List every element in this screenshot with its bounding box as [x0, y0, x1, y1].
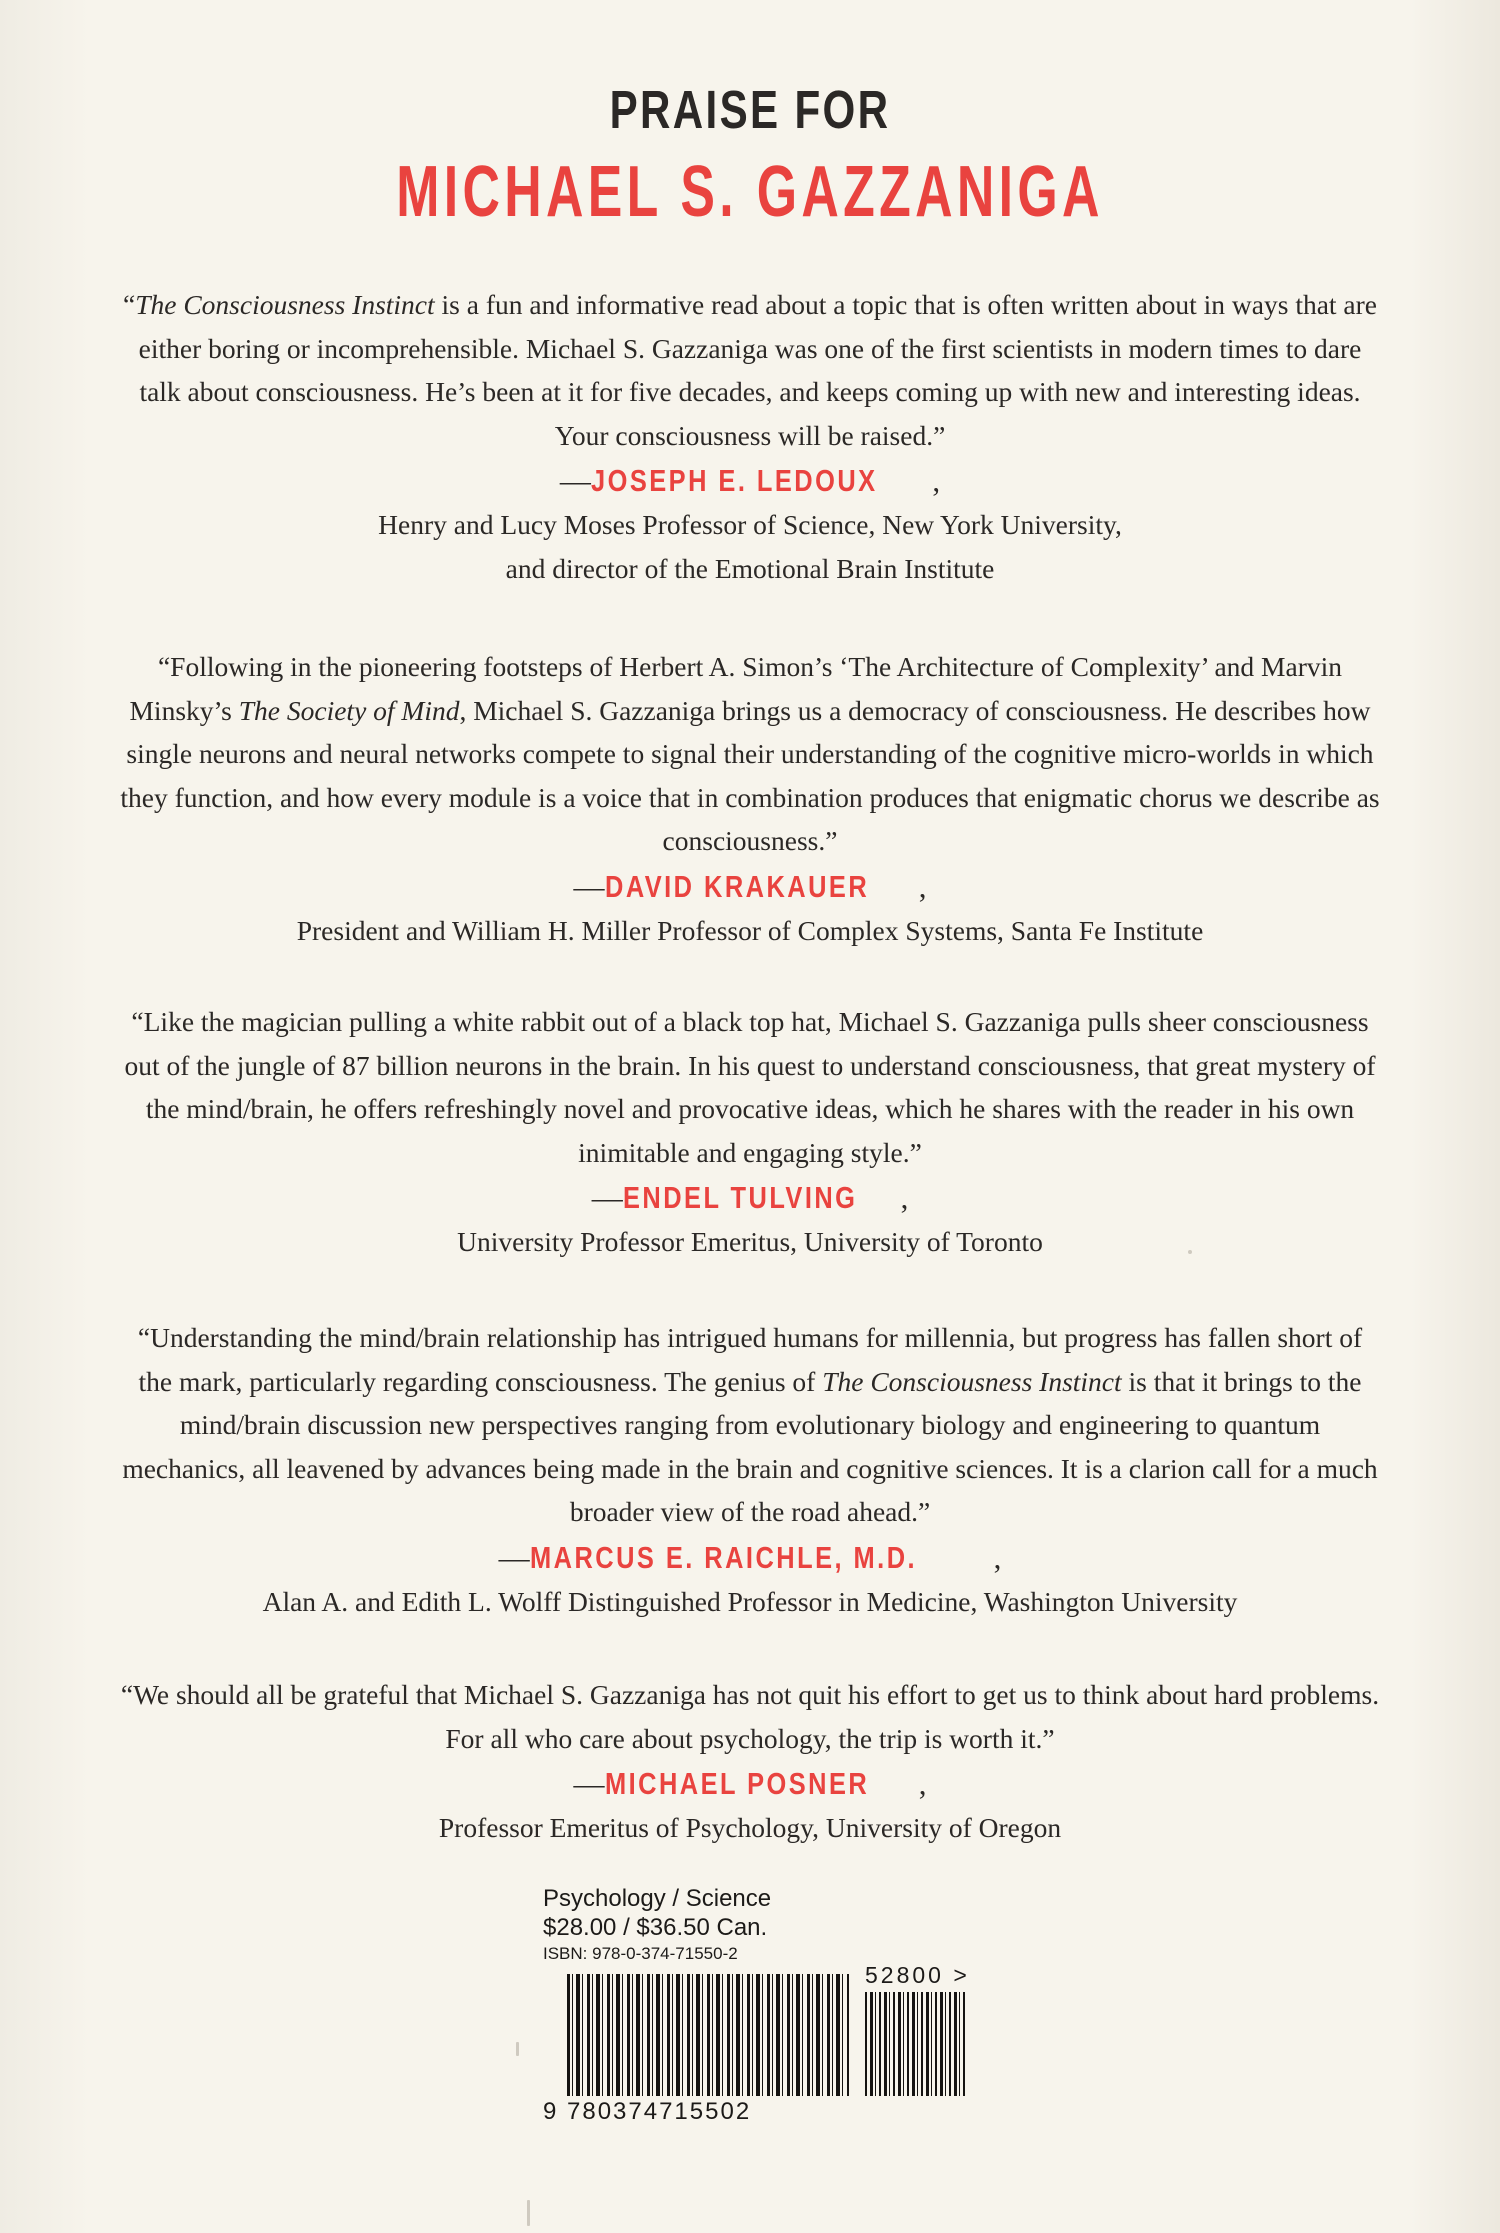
barcode-digits: 9 780374715502: [543, 2098, 752, 2125]
endorser-name: JOSEPH E. LEDOUX: [590, 463, 878, 498]
barcode-label: [543, 1884, 1003, 2124]
blurb-text: “The Consciousness Instinct is a fun and informative read about a topic that is often written about in ways that are either boring or incomprehensible. Michael S. Gazzaniga was one of the first scientists in modern times to dare talk about consciousness. He’s been at it for five decades, and keeps coming up with new and interesting ideas. Your consciousness will be raised.”: [122, 289, 1378, 451]
blurb-attribution: —JOSEPH E. LEDOUX ,: [120, 459, 1380, 503]
blurb-text: “We should all be grateful that Michael S. Gazzaniga has not quit his effort to get us to think about hard problems. For all who care about psychology, the trip is worth it.”: [120, 1679, 1380, 1754]
price-addon-barcode: [865, 1992, 968, 2096]
endorser-name: MARCUS E. RAICHLE, M.D.: [529, 1539, 917, 1575]
paper-speck: [1188, 1250, 1192, 1254]
book-title-italic: The Society of Mind: [238, 694, 460, 726]
price-label: $28.00 / $36.50 Can.: [543, 1914, 768, 1941]
blurb-attribution: —MICHAEL POSNER ,: [120, 1762, 1380, 1806]
paper-mark: [516, 2042, 519, 2056]
author-name-heading: MICHAEL S. GAZZANIGA: [396, 152, 1104, 232]
barcode-row: [543, 1962, 1003, 2125]
blurb-raichle: [120, 1316, 1380, 1623]
blurb-text: “Understanding the mind/brain relationship has intrigued humans for millennia, but progress has fallen short of the mark, particularly regarding consciousness. The genius of The Consciousness Instinct is that it brings to the mind/brain discussion new perspectives ranging from evolutionary biology and engineering to quantum mechanics, all leavened by advances being made in the brain and cognitive sciences. It is a clarion call for a much broader view of the road ahead.”: [122, 1322, 1378, 1527]
blurb-attribution: —MARCUS E. RAICHLE, M.D. ,: [120, 1536, 1380, 1580]
blurb-posner: [120, 1673, 1380, 1850]
endorser-affiliation-line-2: and director of the Emotional Brain Institute: [505, 552, 995, 584]
blurb-text: “Like the magician pulling a white rabbit out of a black top hat, Michael S. Gazzaniga pulls sheer consciousness out of the jungle of 87 billion neurons in the brain. In his quest to understand consciousness, that great mystery of the mind/brain, he offers refreshingly novel and provocative ideas, which he shares with the reader in his own inimitable and engaging style.”: [124, 1006, 1376, 1168]
blurb-ledoux: [120, 283, 1380, 590]
endorser-affiliation: University Professor Emeritus, University of Toronto: [457, 1226, 1043, 1257]
paper-mark: [527, 2200, 530, 2226]
blurb-attribution: —ENDEL TULVING ,: [120, 1176, 1380, 1220]
endorser-affiliation: President and William H. Miller Professor of Complex Systems, Santa Fe Institute: [296, 914, 1204, 946]
endorser-name: DAVID KRAKAUER: [604, 868, 869, 904]
praise-for-heading: PRAISE FOR: [609, 80, 891, 140]
isbn-label: ISBN: 978-0-374-71550-2: [543, 1944, 738, 1963]
subject-category: Psychology / Science: [543, 1885, 772, 1912]
book-title-italic: The Consciousness Instinct: [135, 289, 435, 320]
endorser-affiliation: Professor Emeritus of Psychology, University of Oregon: [438, 1812, 1062, 1843]
endorser-affiliation: Henry and Lucy Moses Professor of Science, New York University,: [378, 509, 1122, 540]
blurb-krakauer: [120, 645, 1380, 952]
price-addon-number: 52800 >: [865, 1962, 970, 1988]
isbn-barcode: [567, 1974, 849, 2096]
blurb-text: “Following in the pioneering footsteps of Herbert A. Simon’s ‘The Architecture of Complexity’ and Marvin Minsky’s The Society of Mind, Michael S. Gazzaniga brings us a democracy of consciousness. He describes how single neurons and neural networks compete to signal their understanding of the cognitive micro-worlds in which they function, and how every module is a voice that in combination produces that enigmatic chorus we describe as consciousness.”: [120, 651, 1380, 856]
blurb-tulving: [120, 1000, 1380, 1264]
endorser-affiliation: Alan A. and Edith L. Wolff Distinguished Professor in Medicine, Washington University: [262, 1585, 1238, 1617]
cover-header: [0, 78, 1500, 234]
book-title-italic: The Consciousness Instinct: [822, 1365, 1122, 1397]
endorser-name: ENDEL TULVING: [622, 1180, 858, 1215]
endorser-name: MICHAEL POSNER: [604, 1766, 869, 1801]
blurb-attribution: —DAVID KRAKAUER ,: [120, 865, 1380, 909]
